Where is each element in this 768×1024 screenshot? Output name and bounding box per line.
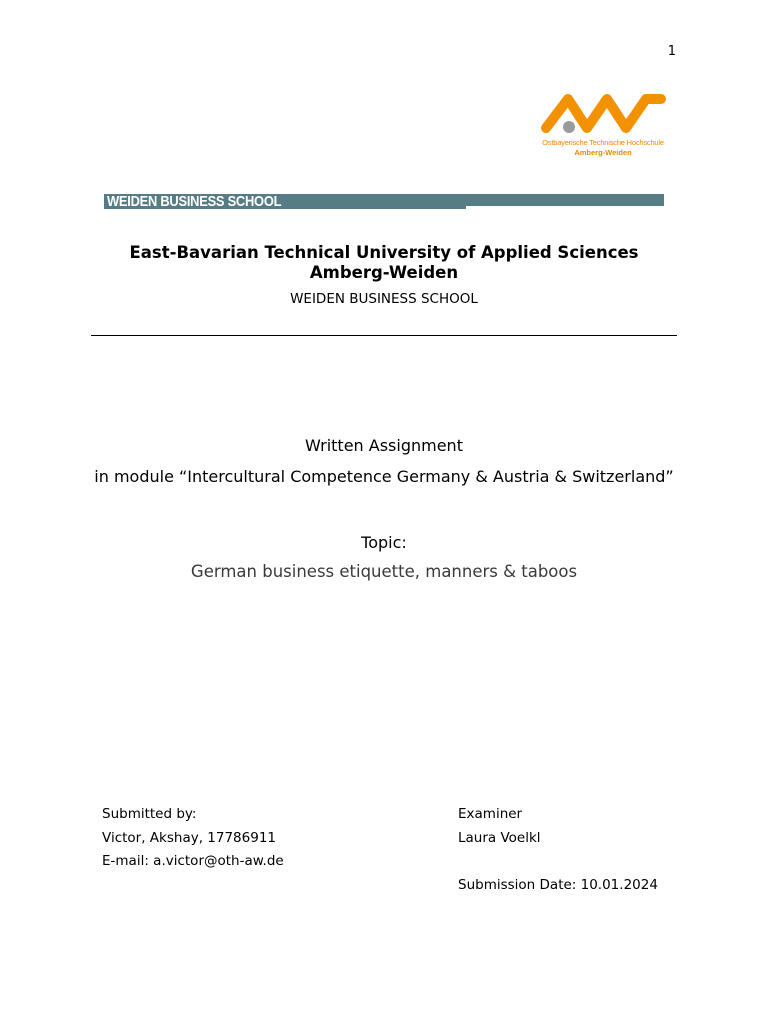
header-divider [91, 335, 677, 336]
university-name-line1: East-Bavarian Technical University of Applied Sciences [129, 243, 639, 262]
banner-divider [466, 206, 664, 209]
module-name: in module “Intercultural Competence Germany & Austria & Switzerland” [94, 467, 674, 486]
school-banner [104, 194, 664, 209]
submitter-email: E-mail: a.victor@oth-aw.de [102, 853, 284, 869]
oth-logo-mark-icon [540, 92, 666, 136]
submission-date: Submission Date: 10.01.2024 [458, 877, 658, 893]
banner-label: WEIDEN BUSINESS SCHOOL [107, 193, 282, 210]
topic-label: Topic: [361, 533, 407, 552]
school-name: WEIDEN BUSINESS SCHOOL [290, 291, 478, 307]
topic-text: German business etiquette, manners & taboos [190, 562, 578, 581]
university-name-line2: Amberg-Weiden [309, 263, 459, 282]
examiner-label: Examiner [458, 806, 523, 822]
logo-text-location: Amberg-Weiden [574, 148, 632, 157]
university-name [90, 243, 678, 283]
assignment-title: Written Assignment [305, 436, 463, 455]
page-number: 1 [667, 44, 676, 59]
logo-text-institution: Ostbayerische Technische Hochschule [542, 138, 664, 147]
oth-logo [540, 92, 670, 162]
examiner-name: Laura Voelkl [458, 830, 541, 846]
submitter-name: Victor, Akshay, 17786911 [102, 830, 276, 846]
submitted-by-label: Submitted by: [102, 806, 197, 822]
